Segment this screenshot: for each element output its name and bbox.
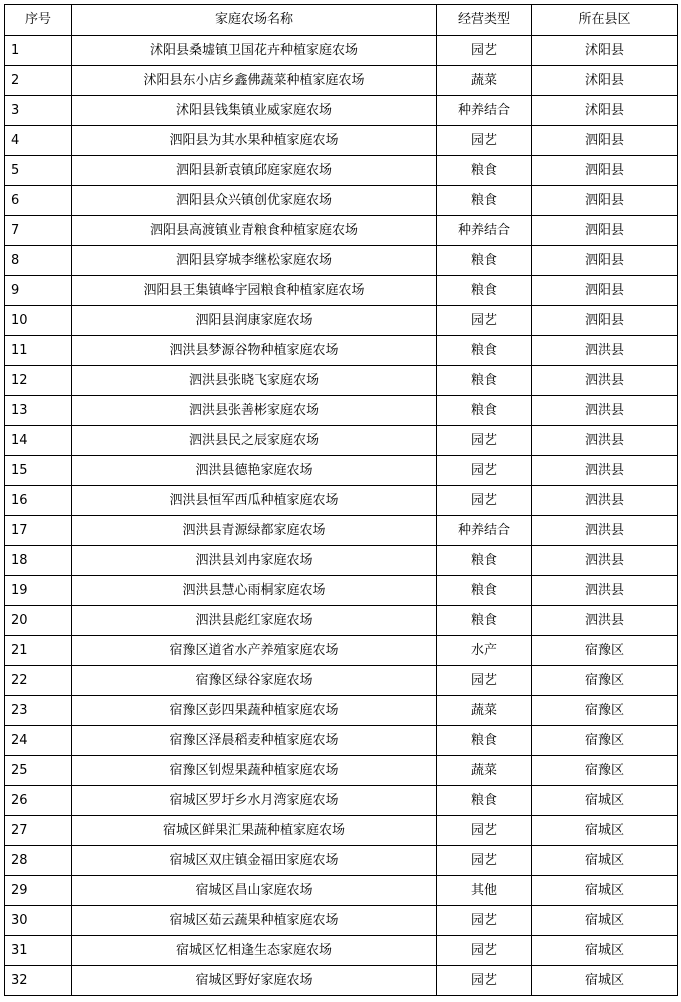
farm-name-cell: 沭阳县钱集镇业威家庭农场 (72, 96, 437, 126)
header-county: 所在县区 (532, 5, 678, 36)
table-row (5, 606, 678, 636)
business-type-cell: 园艺 (437, 456, 532, 486)
county-cell: 宿豫区 (532, 726, 678, 756)
county-cell: 泗阳县 (532, 156, 678, 186)
row-number: 16 (5, 486, 72, 516)
table-row (5, 36, 678, 66)
table-row (5, 216, 678, 246)
business-type-cell: 粮食 (437, 576, 532, 606)
business-type-cell: 粮食 (437, 606, 532, 636)
farm-name-cell: 泗洪县民之辰家庭农场 (72, 426, 437, 456)
table-row (5, 786, 678, 816)
row-number: 13 (5, 396, 72, 426)
farm-name-cell: 宿豫区泽晨稻麦种植家庭农场 (72, 726, 437, 756)
business-type-cell: 粮食 (437, 276, 532, 306)
table-row (5, 396, 678, 426)
county-cell: 泗阳县 (532, 276, 678, 306)
business-type-cell: 蔬菜 (437, 66, 532, 96)
row-number: 10 (5, 306, 72, 336)
farm-name-cell: 宿城区茹云蔬果种植家庭农场 (72, 906, 437, 936)
row-number: 9 (5, 276, 72, 306)
business-type-cell: 园艺 (437, 666, 532, 696)
farm-name-cell: 泗洪县张善彬家庭农场 (72, 396, 437, 426)
header-row (5, 5, 678, 36)
farm-name-cell: 泗洪县德艳家庭农场 (72, 456, 437, 486)
farm-name-cell: 宿城区罗圩乡水月湾家庭农场 (72, 786, 437, 816)
table-row (5, 756, 678, 786)
table-row (5, 366, 678, 396)
table-body (5, 36, 678, 996)
farm-name-cell: 宿豫区道省水产养殖家庭农场 (72, 636, 437, 666)
row-number: 30 (5, 906, 72, 936)
county-cell: 泗洪县 (532, 366, 678, 396)
business-type-cell: 粮食 (437, 546, 532, 576)
farm-name-cell: 宿城区野好家庭农场 (72, 966, 437, 996)
county-cell: 宿城区 (532, 906, 678, 936)
table-row (5, 66, 678, 96)
county-cell: 泗洪县 (532, 456, 678, 486)
county-cell: 泗洪县 (532, 486, 678, 516)
business-type-cell: 园艺 (437, 36, 532, 66)
row-number: 8 (5, 246, 72, 276)
table-row (5, 666, 678, 696)
county-cell: 宿城区 (532, 846, 678, 876)
county-cell: 泗洪县 (532, 516, 678, 546)
county-cell: 泗洪县 (532, 396, 678, 426)
county-cell: 宿豫区 (532, 696, 678, 726)
table-row (5, 726, 678, 756)
farm-name-cell: 泗阳县高渡镇业青粮食种植家庭农场 (72, 216, 437, 246)
row-number: 19 (5, 576, 72, 606)
county-cell: 宿豫区 (532, 756, 678, 786)
table-row (5, 906, 678, 936)
row-number: 25 (5, 756, 72, 786)
business-type-cell: 粮食 (437, 246, 532, 276)
row-number: 28 (5, 846, 72, 876)
county-cell: 泗阳县 (532, 306, 678, 336)
table-row (5, 276, 678, 306)
farm-name-cell: 宿豫区钊煜果蔬种植家庭农场 (72, 756, 437, 786)
business-type-cell: 粮食 (437, 156, 532, 186)
farm-name-cell: 泗阳县王集镇峰宇园粮食种植家庭农场 (72, 276, 437, 306)
county-cell: 泗阳县 (532, 216, 678, 246)
table-row (5, 576, 678, 606)
row-number: 5 (5, 156, 72, 186)
table-row (5, 156, 678, 186)
row-number: 21 (5, 636, 72, 666)
table-row (5, 126, 678, 156)
farm-name-cell: 泗阳县润康家庭农场 (72, 306, 437, 336)
table-row (5, 426, 678, 456)
table-row (5, 546, 678, 576)
county-cell: 宿城区 (532, 816, 678, 846)
business-type-cell: 园艺 (437, 126, 532, 156)
business-type-cell: 园艺 (437, 936, 532, 966)
farm-name-cell: 沭阳县东小店乡鑫佛蔬菜种植家庭农场 (72, 66, 437, 96)
business-type-cell: 蔬菜 (437, 696, 532, 726)
table-row (5, 696, 678, 726)
business-type-cell: 粮食 (437, 336, 532, 366)
row-number: 22 (5, 666, 72, 696)
row-number: 18 (5, 546, 72, 576)
farm-name-cell: 宿豫区绿谷家庭农场 (72, 666, 437, 696)
business-type-cell: 种养结合 (437, 516, 532, 546)
row-number: 24 (5, 726, 72, 756)
business-type-cell: 蔬菜 (437, 756, 532, 786)
farm-name-cell: 泗阳县新袁镇邱庭家庭农场 (72, 156, 437, 186)
table-row (5, 96, 678, 126)
table-row (5, 456, 678, 486)
table-row (5, 846, 678, 876)
table-row (5, 636, 678, 666)
business-type-cell: 种养结合 (437, 96, 532, 126)
business-type-cell: 粮食 (437, 726, 532, 756)
table-row (5, 936, 678, 966)
county-cell: 宿豫区 (532, 636, 678, 666)
farm-name-cell: 泗洪县张晓飞家庭农场 (72, 366, 437, 396)
county-cell: 泗洪县 (532, 576, 678, 606)
farm-name-cell: 泗阳县穿城李继松家庭农场 (72, 246, 437, 276)
county-cell: 泗洪县 (532, 336, 678, 366)
farm-name-cell: 宿城区忆相逢生态家庭农场 (72, 936, 437, 966)
farm-name-cell: 宿城区昌山家庭农场 (72, 876, 437, 906)
farm-name-cell: 泗阳县众兴镇创优家庭农场 (72, 186, 437, 216)
business-type-cell: 粮食 (437, 366, 532, 396)
table-header (5, 5, 678, 36)
farm-name-cell: 宿城区双庄镇金福田家庭农场 (72, 846, 437, 876)
row-number: 2 (5, 66, 72, 96)
farm-name-cell: 沭阳县桑墟镇卫国花卉种植家庭农场 (72, 36, 437, 66)
farm-name-cell: 泗洪县彪红家庭农场 (72, 606, 437, 636)
county-cell: 宿城区 (532, 966, 678, 996)
header-no: 序号 (5, 5, 72, 36)
county-cell: 泗洪县 (532, 426, 678, 456)
row-number: 20 (5, 606, 72, 636)
row-number: 1 (5, 36, 72, 66)
county-cell: 宿城区 (532, 936, 678, 966)
table-row (5, 336, 678, 366)
table-row (5, 246, 678, 276)
table-row (5, 186, 678, 216)
county-cell: 宿豫区 (532, 666, 678, 696)
farm-name-cell: 泗洪县慧心雨桐家庭农场 (72, 576, 437, 606)
row-number: 31 (5, 936, 72, 966)
business-type-cell: 粮食 (437, 396, 532, 426)
row-number: 4 (5, 126, 72, 156)
row-number: 23 (5, 696, 72, 726)
farm-name-cell: 宿城区鲜果汇果蔬种植家庭农场 (72, 816, 437, 846)
header-farm-name: 家庭农场名称 (72, 5, 437, 36)
row-number: 3 (5, 96, 72, 126)
farm-name-cell: 泗洪县刘冉家庭农场 (72, 546, 437, 576)
farm-name-cell: 宿豫区彭四果蔬种植家庭农场 (72, 696, 437, 726)
row-number: 11 (5, 336, 72, 366)
table-row (5, 966, 678, 996)
county-cell: 泗洪县 (532, 546, 678, 576)
row-number: 27 (5, 816, 72, 846)
business-type-cell: 园艺 (437, 846, 532, 876)
row-number: 15 (5, 456, 72, 486)
business-type-cell: 种养结合 (437, 216, 532, 246)
table-row (5, 816, 678, 846)
county-cell: 宿城区 (532, 786, 678, 816)
business-type-cell: 粮食 (437, 786, 532, 816)
table-row (5, 516, 678, 546)
business-type-cell: 园艺 (437, 966, 532, 996)
business-type-cell: 园艺 (437, 486, 532, 516)
business-type-cell: 园艺 (437, 306, 532, 336)
farm-name-cell: 泗洪县梦源谷物种植家庭农场 (72, 336, 437, 366)
table-row (5, 306, 678, 336)
row-number: 6 (5, 186, 72, 216)
header-business-type: 经营类型 (437, 5, 532, 36)
row-number: 12 (5, 366, 72, 396)
family-farm-table (4, 4, 678, 996)
row-number: 29 (5, 876, 72, 906)
county-cell: 沭阳县 (532, 36, 678, 66)
business-type-cell: 园艺 (437, 426, 532, 456)
business-type-cell: 其他 (437, 876, 532, 906)
business-type-cell: 园艺 (437, 816, 532, 846)
row-number: 7 (5, 216, 72, 246)
row-number: 17 (5, 516, 72, 546)
table-row (5, 486, 678, 516)
row-number: 26 (5, 786, 72, 816)
county-cell: 泗阳县 (532, 126, 678, 156)
farm-name-cell: 泗洪县青源绿都家庭农场 (72, 516, 437, 546)
county-cell: 泗洪县 (532, 606, 678, 636)
farm-name-cell: 泗洪县恒军西瓜种植家庭农场 (72, 486, 437, 516)
county-cell: 宿城区 (532, 876, 678, 906)
business-type-cell: 园艺 (437, 906, 532, 936)
county-cell: 沭阳县 (532, 66, 678, 96)
business-type-cell: 粮食 (437, 186, 532, 216)
county-cell: 沭阳县 (532, 96, 678, 126)
row-number: 32 (5, 966, 72, 996)
county-cell: 泗阳县 (532, 186, 678, 216)
table-row (5, 876, 678, 906)
row-number: 14 (5, 426, 72, 456)
business-type-cell: 水产 (437, 636, 532, 666)
farm-name-cell: 泗阳县为其水果种植家庭农场 (72, 126, 437, 156)
county-cell: 泗阳县 (532, 246, 678, 276)
